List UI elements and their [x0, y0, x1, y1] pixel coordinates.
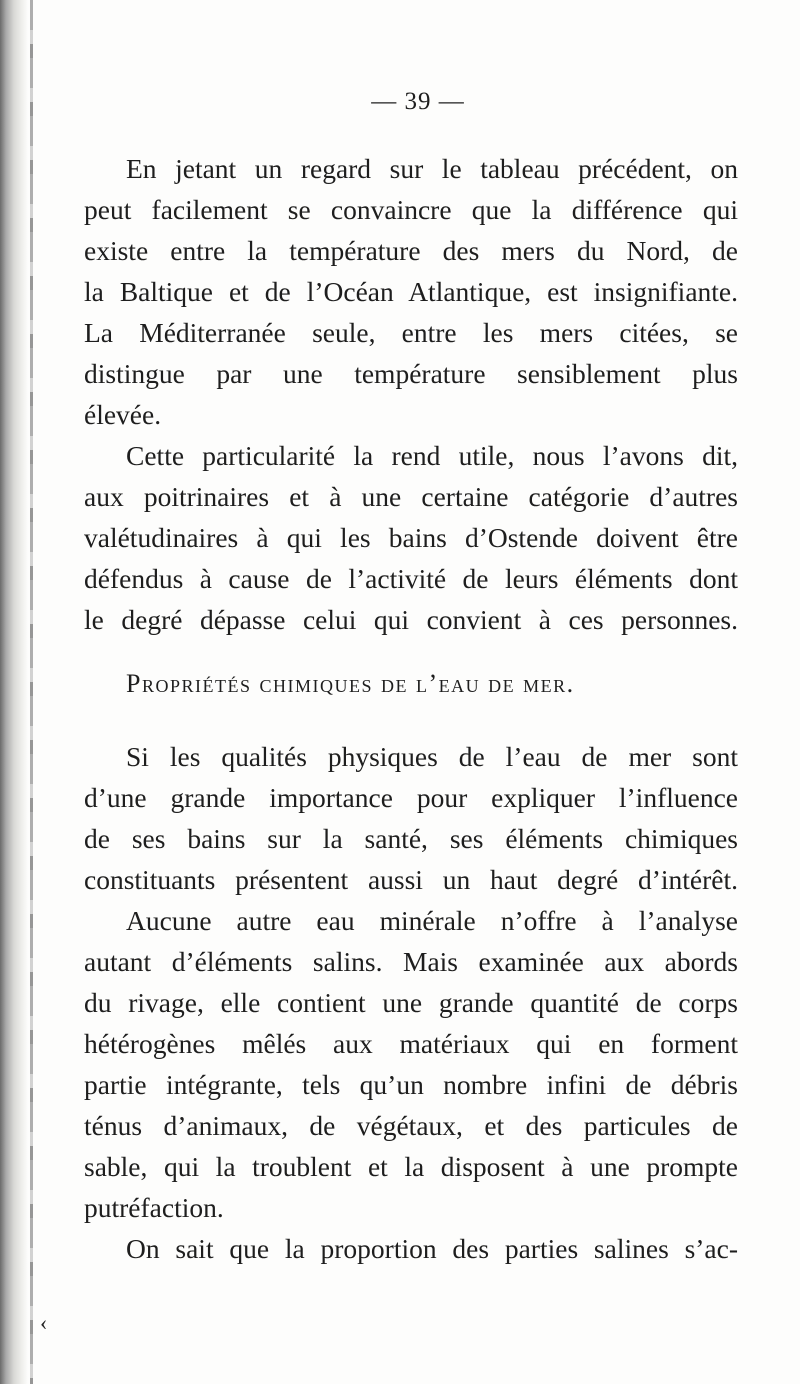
paragraph-line: sable, qui la troublent et la disposent à une prompte: [84, 1151, 738, 1182]
paragraph-line: putréfaction.: [84, 1192, 224, 1223]
binding-stitching: [30, 0, 33, 1384]
paragraph-line: valétudinaires à qui les bains d’Ostende doivent être: [84, 522, 738, 553]
paragraph-line: la Baltique et de l’Océan Atlantique, est insignifiante.: [84, 276, 738, 307]
paragraph-line: Aucune autre eau minérale n’offre à l’analyse: [126, 905, 738, 936]
paragraph-line: du rivage, elle contient une grande quantité de corps: [84, 987, 738, 1018]
paragraph-line: élevée.: [84, 399, 162, 430]
paragraph-line: distingue par une température sensiblement plus: [84, 358, 738, 389]
paragraph-line: Cette particularité la rend utile, nous l’avons dit,: [126, 440, 738, 471]
paragraph-line: Si les qualités physiques de l’eau de mer sont: [126, 741, 738, 772]
page-number: — 39 —: [371, 88, 465, 115]
paragraph-line: partie intégrante, tels qu’un nombre infini de débris: [84, 1069, 738, 1100]
paragraph-line: En jetant un regard sur le tableau précédent, on: [126, 153, 738, 184]
paragraph-line: On sait que la proportion des parties salines s’ac-: [126, 1233, 738, 1264]
paragraph-line: hétérogènes mêlés aux matériaux qui en forment: [84, 1028, 738, 1059]
paragraph-line: autant d’éléments salins. Mais examinée aux abords: [84, 946, 738, 977]
section-heading: Propriétés chimiques de l’eau de mer.: [126, 669, 575, 698]
paragraph-line: défendus à cause de l’activité de leurs éléments dont: [84, 563, 738, 594]
binding-edge: [0, 0, 28, 1384]
paragraph-line: d’une grande importance pour expliquer l’influence: [84, 782, 738, 813]
paragraph-line: constituants présentent aussi un haut degré d’intérêt.: [84, 864, 738, 895]
paragraph-line: existe entre la température des mers du Nord, de: [84, 235, 738, 266]
paragraph-line: La Méditerranée seule, entre les mers citées, se: [84, 317, 738, 348]
paragraph-line: ténus d’animaux, de végétaux, et des particules de: [84, 1110, 738, 1141]
paragraph-line: de ses bains sur la santé, ses éléments chimiques: [84, 823, 738, 854]
paragraph-line: aux poitrinaires et à une certaine catégorie d’autres: [84, 481, 738, 512]
stray-print-mark: ‹: [40, 1310, 48, 1335]
paragraph-line: peut facilement se convaincre que la différence qui: [84, 194, 738, 225]
paragraph-line: le degré dépasse celui qui convient à ces personnes.: [84, 604, 738, 635]
